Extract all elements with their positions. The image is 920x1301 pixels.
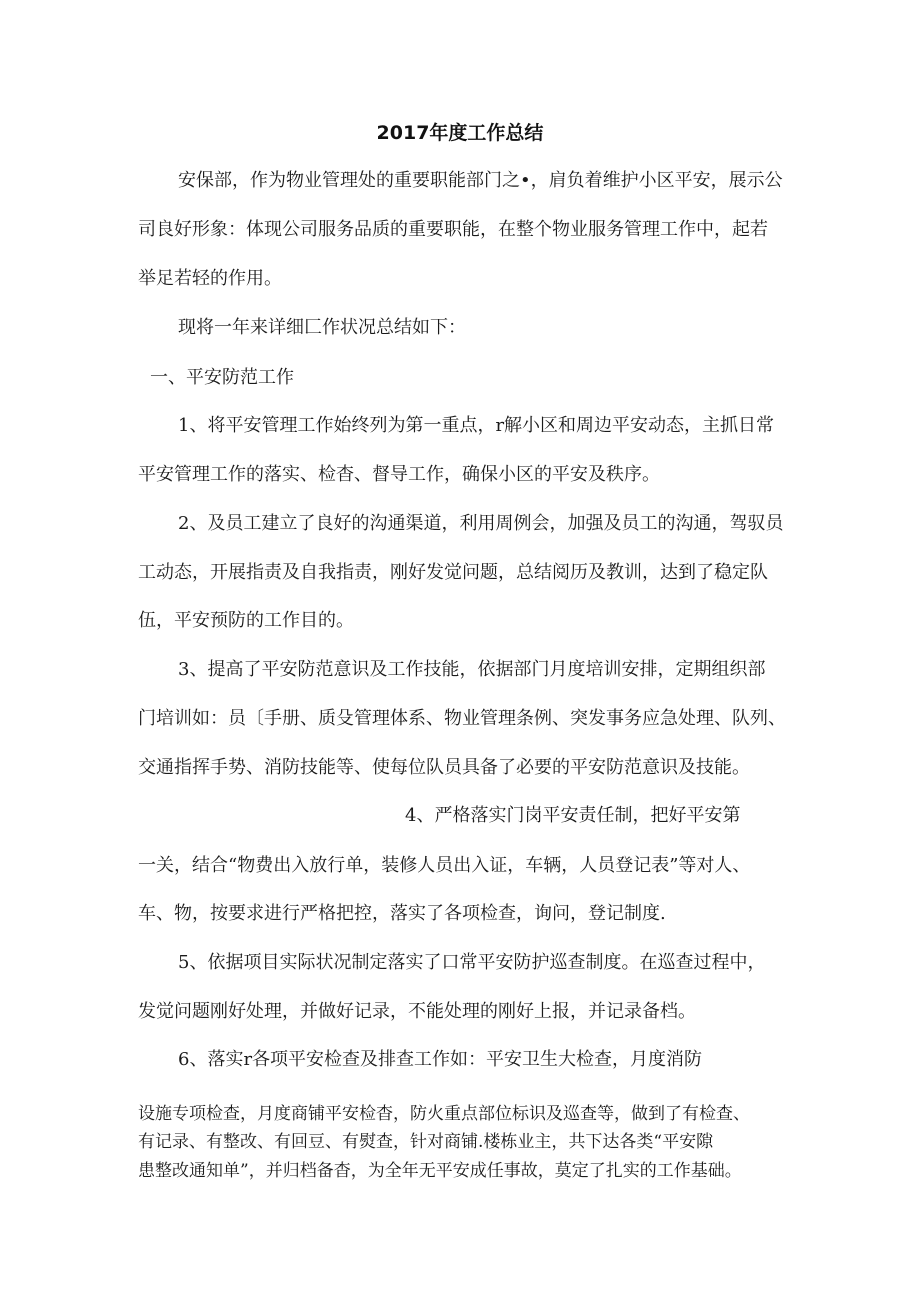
item-3-line-1: 3、提高了平安防范意识及工作技能，依据部门月度培训安排，定期组织部 [178,659,766,680]
intro-line-2: 司良好形象：体现公司服务品质的重要职能，在整个物业服务管理工作中，起若 [138,219,768,240]
item-4-line-2: 一关，结合“物费出入放行单，装修人员出入证，车辆，人员登记表”等对人、 [138,855,751,876]
item-5-line-2: 发觉问题刚好处理，并做好记录，不能处理的刚好上报，并记录备档。 [138,1001,696,1022]
intro-line-1: 安保部，作为物业管理处的重要职能部门之•，肩负着维护小区平安，展示公 [178,170,783,191]
item-6-line-2: 设施专项检查，月度商铺平安检杳，防火重点部位标识及巡查等，做到了有检查、 [138,1104,750,1124]
item-6-line-1: 6、落实r各项平安检查及排查工作如：平安卫生大检查，月度消防 [178,1049,703,1070]
section-heading: 一、平安防范工作 [150,367,294,388]
item-4-line-3: 车、物，按要求进行严格把控，落实了各项检查，询问，登记制度. [138,903,666,924]
item-1-line-1: 1、将平安管理工作始终列为第一重点，r解小区和周边平安动态，主抓日常 [178,415,775,436]
item-5-line-1: 5、依据项目实际状况制定落实了口常平安防护巡查制度。在巡查过程中， [178,952,766,973]
item-6-line-4: 患整改通知单”，并归档备杳，为全年无平安成任事故，莫定了扎实的工作基础。 [138,1161,742,1181]
document-title: 2017年度工作总结 [376,122,544,144]
item-4-line-1: 4、严格落实门岗平安责任制，把好平安第 [405,805,741,826]
item-6-line-3: 有记录、有整改、有回豆、有熨查，针对商铺.楼栋业主，共下达各类“平安隙 [138,1132,714,1152]
summary-intro: 现将一年来详细匚作状况总结如下： [178,317,466,338]
item-3-line-2: 门培训如：员〔手册、质殳管理体系、物业管理条例、突发事务应急处理、队列、 [138,708,786,729]
item-2-line-3: 伍，平安预防的工作目的。 [138,610,354,631]
item-3-line-3: 交通指挥手势、消防技能等、使每位队员具备了必要的平安防范意识及技能。 [138,757,750,778]
item-1-line-2: 平安管理工作的落实、检杳、督导工作，确保小区的平安及秩序。 [138,464,660,485]
item-2-line-1: 2、及员工建立了良好的沟通渠道，利用周例会，加强及员工的沟通，驾驭员 [178,513,784,534]
item-2-line-2: 工动态，开展指责及自我指责，刚好发觉问题，总结阅历及教训，达到了稳定队 [138,562,768,583]
intro-line-3: 举足若轻的作用。 [138,268,282,289]
